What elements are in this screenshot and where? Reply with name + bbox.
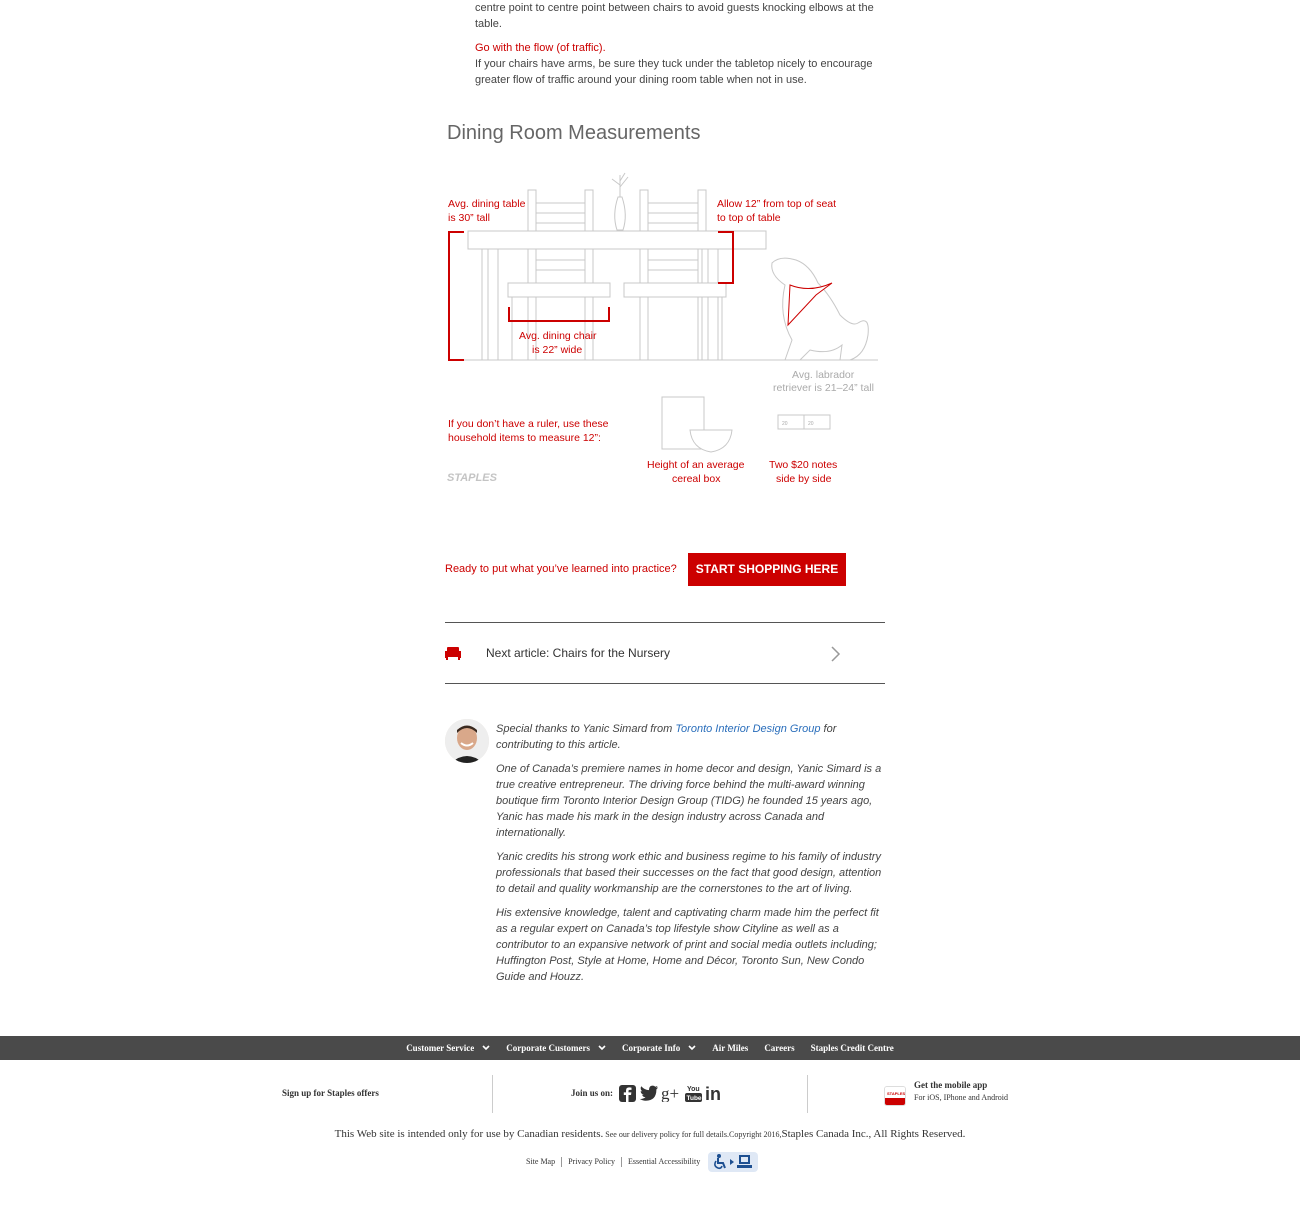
chevron-down-icon	[598, 1045, 606, 1051]
chair-label-2: is 22” wide	[532, 344, 583, 356]
tidg-link[interactable]: Toronto Interior Design Group	[675, 723, 821, 735]
footer-nav-credit-centre[interactable]: Staples Credit Centre	[810, 1043, 894, 1053]
legal-main: This Web site is intended only for use by Canadian residents.	[334, 1128, 604, 1140]
cereal-label-1: Height of an average	[647, 459, 745, 471]
tip-body: If your chairs have arms, be sure they tuck under the tabletop nicely to encourage greater flow of traffic around your dining room table when not in use.	[475, 58, 873, 86]
tip-title: Go with the flow (of traffic).	[475, 42, 606, 54]
legal-notice	[0, 1128, 1300, 1140]
intro-text	[475, 0, 895, 88]
staples-app-icon	[884, 1086, 906, 1106]
footer-mid	[0, 1073, 1300, 1113]
linkedin-glyph: in	[705, 1084, 722, 1102]
app-text	[914, 1080, 1008, 1106]
start-shopping-button[interactable]: START SHOPPING HERE	[688, 553, 846, 586]
thanks-paragraph	[496, 721, 888, 753]
bio-paragraph-3: His extensive knowledge, talent and captivating charm made him the perfect fit as a regular expert on Canada’s top lifestyle show Cityline as well as a contributor to an expansive network of print and social media outlets including; Huffington Post, Style at Home, Home and Décor, Toronto Sun, New Condo Guide and Houzz.	[496, 907, 879, 983]
join-label: Join us on:	[571, 1088, 614, 1098]
app-title: Get the mobile app	[914, 1080, 988, 1090]
note-value-1: 20	[782, 421, 788, 427]
mobile-app-link[interactable]	[884, 1080, 1008, 1106]
twitter-icon[interactable]	[639, 1083, 659, 1103]
bio-paragraph-2: Yanic credits his strong work ethic and business regime to his family of industry professionals that based their successes on the fact that good design, attention to detail and quality workmanship are the cornerstones to the art of living.	[496, 851, 882, 895]
footer-nav-customer-service[interactable]	[406, 1043, 490, 1053]
intro-line-2: table.	[475, 18, 502, 30]
privacy-policy-link[interactable]: Privacy Policy	[562, 1157, 622, 1167]
youtube-top-text: You	[686, 1085, 700, 1093]
footer-nav-corporate-customers[interactable]	[506, 1043, 606, 1053]
google-plus-glyph: g+	[661, 1084, 680, 1102]
customer-service-label: Customer Service	[406, 1043, 475, 1053]
notes-label-1: Two $20 notes	[769, 459, 838, 471]
table-label-2: is 30” tall	[448, 212, 491, 224]
chevron-right-icon	[829, 645, 843, 663]
dog-label-1: Avg. labrador	[792, 369, 855, 381]
thanks-prefix: Special thanks to Yanic Simard from	[496, 723, 676, 735]
social-links	[571, 1083, 727, 1103]
intro-line-1: centre point to centre point between chairs to avoid guests knocking elbows at the	[475, 2, 874, 14]
corporate-info-label: Corporate Info	[621, 1043, 681, 1053]
notes-label-2: side by side	[776, 473, 832, 485]
measurements-diagram	[440, 165, 890, 495]
delivery-policy-note: See our delivery policy for full details.	[603, 1130, 730, 1139]
staples-watermark: STAPLES	[447, 472, 497, 484]
next-article-label: Next article: Chairs for the Nursery	[486, 646, 671, 660]
cta-row	[445, 552, 885, 586]
linkedin-icon[interactable]	[705, 1083, 725, 1103]
app-badge-text: STAPLES	[887, 1091, 906, 1096]
thanks-suffix: for contributing to this article.	[496, 723, 837, 751]
site-map-link[interactable]: Site Map	[526, 1157, 562, 1167]
copyright: Copyright 2016,	[729, 1130, 782, 1139]
note-value-2: 20	[808, 421, 814, 427]
signup-link[interactable]: Sign up for Staples offers	[282, 1088, 379, 1098]
ruler-label-2: household items to measure 12”:	[448, 432, 601, 444]
avatar	[445, 719, 489, 763]
table-label-1: Avg. dining table	[448, 198, 526, 210]
armchair-icon	[445, 646, 461, 660]
footer-nav-careers[interactable]: Careers	[764, 1043, 795, 1053]
next-article-link[interactable]	[445, 622, 885, 684]
cereal-box-icon	[662, 397, 732, 452]
bio-paragraph-1: One of Canada’s premiere names in home decor and design, Yanic Simard is a true creative entrepreneur. The driving force behind the multi-award winning boutique firm Toronto Interior Design Group (TIDG) he founded 15 years ago, Yanic has made his mark in the design industry across Canada and internationally.	[496, 763, 882, 839]
measurements-illustration	[440, 165, 890, 495]
essential-accessibility-link[interactable]: Essential Accessibility	[628, 1157, 701, 1166]
youtube-icon[interactable]	[683, 1083, 703, 1103]
google-plus-icon[interactable]	[661, 1083, 681, 1103]
chevron-down-icon	[688, 1045, 696, 1051]
corporate-customers-label: Corporate Customers	[506, 1043, 590, 1053]
youtube-bottom-text: Tube	[686, 1094, 702, 1102]
chevron-down-icon	[482, 1045, 490, 1051]
ruler-label-1: If you don’t have a ruler, use these	[448, 418, 609, 430]
rights: Staples Canada Inc., All Rights Reserved.	[781, 1128, 966, 1140]
dog-label-2: retriever is 21–24” tall	[773, 382, 874, 394]
footer-links	[526, 1152, 758, 1172]
seat-label-1: Allow 12” from top of seat	[717, 198, 837, 210]
author-bio	[496, 721, 888, 993]
footer-nav-air-miles[interactable]: Air Miles	[712, 1043, 749, 1053]
cta-text: Ready to put what you’ve learned into practice?	[445, 563, 677, 575]
footer-nav	[0, 1036, 1300, 1060]
chair-label-1: Avg. dining chair	[519, 330, 597, 342]
app-subtitle: For iOS, IPhone and Android	[914, 1093, 1008, 1102]
divider	[807, 1075, 808, 1113]
divider	[492, 1075, 493, 1113]
footer-nav-corporate-info[interactable]	[622, 1043, 696, 1053]
cereal-label-2: cereal box	[672, 473, 721, 485]
section-title: Dining Room Measurements	[447, 122, 701, 144]
facebook-icon[interactable]	[617, 1083, 637, 1103]
accessibility-icon[interactable]	[708, 1152, 758, 1172]
seat-label-2: to top of table	[717, 212, 781, 224]
